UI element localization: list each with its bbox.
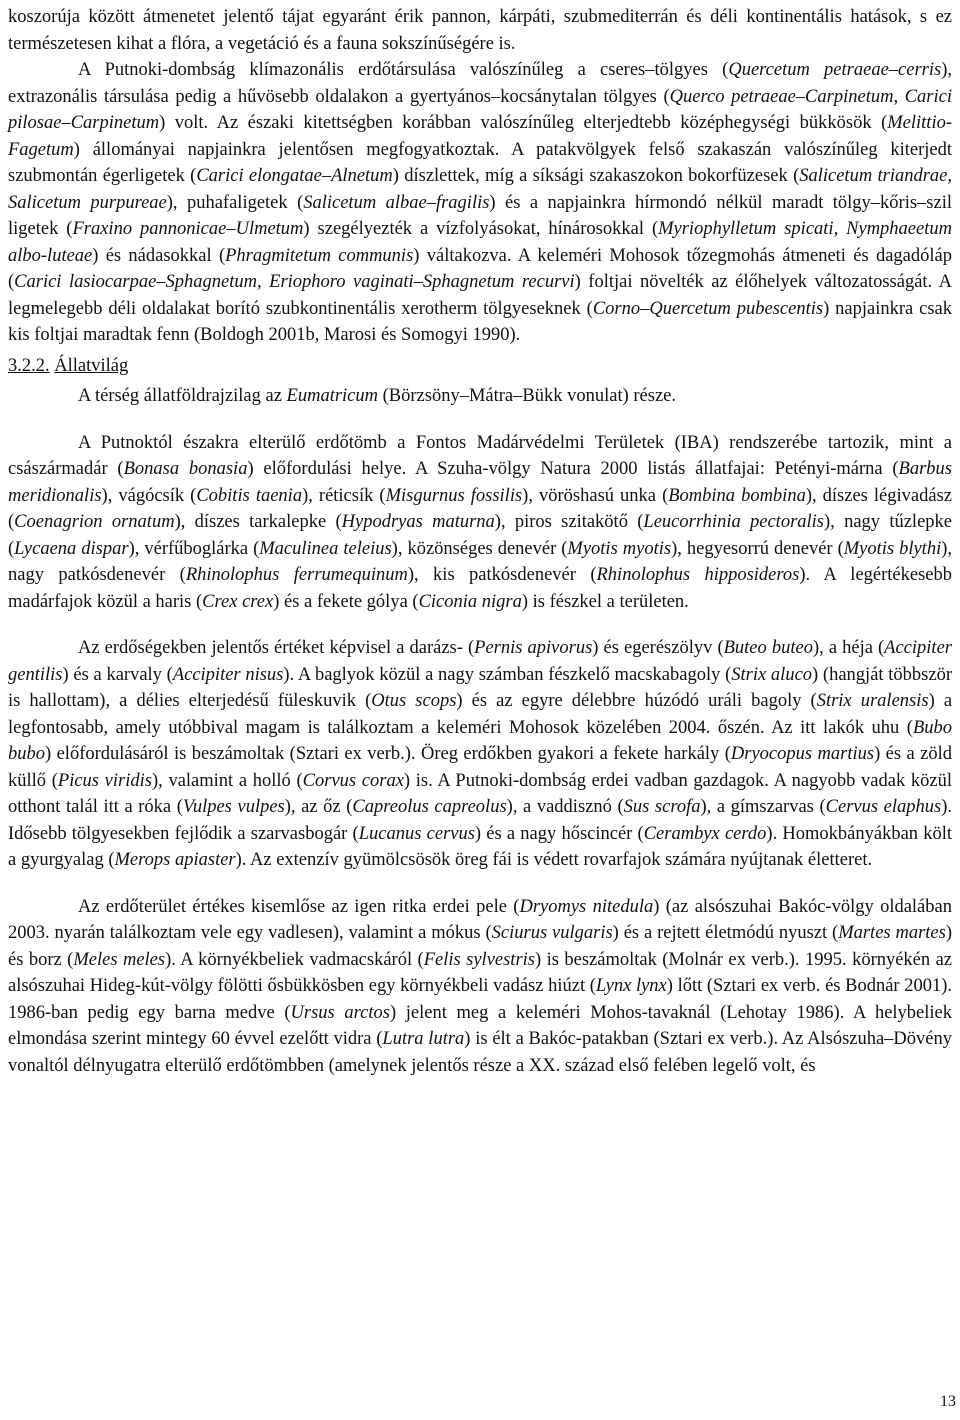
species-name: Bonasa bonasia — [123, 459, 248, 479]
species-name: Accipiter gentilis — [8, 638, 952, 685]
text-run: ) (az alsószuhai Bakóc-völgy oldalában 2003. nyarán találkoztam vele egy vadlesen), valamint a mókus ( — [8, 896, 952, 943]
text-run: ), az őz ( — [284, 797, 353, 817]
text-run: ) foltjai növelték az élőhelyek változatosságát. A legmelegebb déli oldalakat borító szubkontinentális xerotherm tölgyeseknek ( — [8, 272, 953, 319]
text-run: ), díszes tarkalepke ( — [174, 512, 342, 532]
text-run: koszorúja között átmenetet jelentő tájat egyaránt érik pannon, kárpáti, szubmediterrán és déli kontinentális hatások, s ez természetesen kihat a flóra, a vegetáció és a fauna sokszínűségére is. — [8, 7, 952, 54]
text-run: ) és a zöld küllő ( — [8, 744, 952, 791]
species-name: Lucanus cervus — [358, 823, 475, 844]
text-run: ) napjainkra csak kis foltjai maradtak fenn (Boldogh 2001b, Marosi és Somogyi 1990). — [8, 298, 953, 345]
species-name: Myriophylletum spicati, Nymphaeetum albo-luteae — [8, 219, 952, 266]
text-run: ) és egerészölyv ( — [592, 638, 724, 658]
species-name: Rhinolophus hipposideros — [596, 565, 800, 585]
text-run: ) váltakozva. A keleméri Mohosok tőzegmohás átmeneti és dagadóláp ( — [8, 245, 952, 292]
text-run: ) jelent meg a keleméri Mohos-tavaknál (Lehotay 1986). A helybeliek elmondása szerint mintegy 60 évvel ezelőtt vidra ( — [8, 1002, 953, 1049]
text-run: ) és a fekete gólya ( — [273, 591, 419, 612]
species-name: Cerambyx cerdo — [643, 823, 767, 844]
species-name: Picus viridis — [57, 770, 152, 791]
species-name: Merops apiaster — [114, 850, 236, 870]
species-name: Corvus corax — [302, 770, 404, 791]
species-name: Hypodryas maturna — [341, 512, 495, 532]
text-run: ) és a rejtett életmódú nyuszt ( — [612, 923, 839, 943]
species-name: Carici elongatae–Alnetum — [196, 166, 393, 186]
text-run: ). Homokbányákban költ a gyurgyalag ( — [8, 823, 953, 870]
species-name: Cobitis taenia — [196, 485, 303, 506]
text-run: ) és a nagy hőscincér ( — [474, 823, 644, 844]
text-run: ). Idősebb tölgyesekben fejlődik a szarvasbogár ( — [8, 797, 952, 844]
text-run: ) a legfontosabb, amely utóbbival magam is találkoztam a keleméri Mohosok közelében 2004. őszén. Az itt lakók uhu ( — [8, 691, 953, 738]
text-run: ). A környékbeliek vadmacskáról ( — [165, 949, 424, 970]
species-name: Vulpes vulpes — [182, 797, 285, 817]
species-name: Eumatricum — [286, 386, 379, 406]
text-run: ) is élt a Bakóc-patakban (Sztari ex verb.). Az Alsószuha–Dövény vonaltól délnyugatra elterülő erdőtömbben (amelynek jelentős része a XX. század első felében legelő volt, és — [8, 1029, 953, 1076]
paragraph-mammals — [8, 894, 952, 1080]
species-name: Dryocopus martius — [730, 744, 875, 764]
species-name: Salicetum albae–fragilis — [303, 192, 490, 213]
text-run: A Putnoktól északra elterülő erdőtömb a Fontos Madárvédelmi Területek (IBA) rendszerébe tartozik, mint a császármadár ( — [8, 432, 952, 479]
text-run: ), piros szitakötő ( — [494, 512, 644, 532]
species-name: Meles meles — [73, 949, 166, 970]
text-run: ), vérfűboglárka ( — [128, 538, 260, 559]
paragraph-birds-game — [8, 635, 952, 874]
paragraph-continuation — [8, 4, 952, 57]
text-run: ). Az extenzív gyümölcsösök öreg fái is védett rovarfajok számára nyújtanak életteret. — [235, 850, 873, 870]
text-run: ) előfordulási helye. A Szuha-völgy Natura 2000 listás állatfajai: Petényi-márna ( — [247, 459, 899, 479]
paragraph-zoogeography — [8, 383, 952, 410]
text-run: ), a vaddisznó ( — [506, 797, 624, 817]
text-run: ) és borz ( — [8, 923, 953, 970]
species-name: Ursus arctos — [290, 1002, 390, 1023]
species-name: Pernis apivorus — [474, 638, 593, 658]
species-name: Carici lasiocarpae–Sphagnetum, Eriophoro vaginati–Sphagnetum recurvi — [14, 272, 575, 292]
section-title: Állatvilág — [54, 355, 129, 376]
text-run: A Putnoki-dombság klímazonális erdőtársulása valószínűleg a cseres–tölgyes ( — [78, 60, 729, 80]
paragraph-natura2000 — [8, 430, 952, 616]
species-name: Phragmitetum communis — [225, 245, 414, 266]
text-run: ), extrazonális társulása pedig a hűvösebb oldalakon a gyertyános–kocsánytalan tölgyes ( — [8, 60, 952, 107]
species-name: Bubo bubo — [8, 717, 952, 764]
species-name: Quercetum petraeae–cerris — [728, 60, 942, 80]
species-name: Strix aluco — [731, 664, 813, 685]
text-run: ), hegyesorrú denevér ( — [671, 538, 844, 559]
text-run: ) szegélyezték a vízfolyásokat, hínárosokkal ( — [303, 219, 659, 239]
text-run: Az erdőterület értékes kisemlőse az igen ritka erdei pele ( — [78, 896, 520, 917]
species-name: Sus scrofa — [623, 797, 701, 817]
species-name: Martes martes — [838, 923, 946, 943]
section-number: 3.2.2. — [8, 355, 50, 376]
species-name: Lycaena dispar — [14, 538, 129, 559]
text-run: ) és nádasokkal ( — [92, 245, 226, 266]
text-run: ) is fészkel a területen. — [521, 591, 689, 612]
text-run: ), közönséges denevér ( — [391, 538, 568, 559]
text-run: ) is beszámoltak (Molnár ex verb.). 1995. környékén az alsószuhai Hideg-kút-völgy fölötti ősbükkösben egy környékbeli vadász hiúzt ( — [8, 949, 953, 996]
species-name: Maculinea teleius — [259, 538, 392, 559]
species-name: Sciurus vulgaris — [491, 923, 613, 943]
text-run: ) előfordulásáról is beszámoltak (Sztari ex verb.). Öreg erdőkben gyakori a fekete harkály ( — [45, 744, 731, 764]
text-run: ) (hangját többször is hallottam), a délies elterjedésű füleskuvik ( — [8, 664, 952, 711]
species-name: Felis sylvestris — [423, 949, 535, 970]
text-run: ), nagy tűzlepke ( — [8, 512, 952, 559]
text-run: ). A baglyok közül a nagy számban fészkelő macskabagoly ( — [283, 664, 732, 685]
text-run: ) és az egyre délebbre húzódó uráli bagoly ( — [456, 691, 817, 711]
species-name: Lutra lutra — [382, 1029, 465, 1049]
paragraph-vegetation — [8, 57, 952, 349]
page-number: 13 — [940, 1393, 956, 1410]
text-run: ) és a napjainkra hírmondó nélkül maradt tölgy–kőris–szil ligetek ( — [8, 192, 952, 239]
text-run: ), réticsík ( — [302, 485, 386, 506]
species-name: Strix uralensis — [816, 691, 929, 711]
text-run: ). A legértékesebb madárfajok közül a haris ( — [8, 565, 952, 612]
text-run: ) és a karvaly ( — [62, 664, 173, 685]
species-name: Crex crex — [202, 591, 274, 612]
text-run: ), nagy patkósdenevér ( — [8, 538, 953, 585]
species-name: Leucorrhinia pectoralis — [643, 512, 824, 532]
text-run: ), vöröshasú unka ( — [522, 485, 669, 506]
species-name: Misgurnus fossilis — [385, 485, 523, 506]
species-name: Buteo buteo — [723, 638, 813, 658]
section-heading — [8, 353, 952, 380]
species-name: Salicetum triandrae, Salicetum purpureae — [8, 166, 952, 213]
text-run: ) volt. Az északi kitettségben korábban valószínűleg elterjedtebb középhegységi bükkösök ( — [159, 113, 888, 133]
text-run: A térség állatföldrajzilag az — [78, 386, 287, 406]
text-run: ), valamint a holló ( — [151, 770, 303, 791]
text-run: Az erdőségekben jelentős értéket képvisel a darázs- ( — [78, 638, 475, 658]
text-run: ), vágócsík ( — [101, 485, 197, 506]
text-run: ), kis patkósdenevér ( — [407, 565, 597, 585]
species-name: Rhinolophus ferrumequinum — [185, 565, 408, 585]
species-name: Coenagrion ornatum — [14, 512, 175, 532]
species-name: Querco petraeae–Carpinetum, Carici pilosae–Carpinetum — [8, 86, 952, 133]
species-name: Bombina bombina — [668, 485, 806, 506]
species-name: Myotis blythi — [843, 538, 942, 559]
species-name: Myotis myotis — [567, 538, 672, 559]
text-run: ), a héja ( — [812, 638, 885, 658]
text-run: ) állományai napjainkra jelentősen megfogyatkoztak. A patakvölgyek felső szakaszán valószínűleg kiterjedt szubmontán égerligetek ( — [8, 139, 952, 186]
species-name: Fraxino pannonicae–Ulmetum — [72, 219, 304, 239]
species-name: Dryomys nitedula — [519, 896, 654, 917]
species-name: Lynx lynx — [595, 976, 667, 996]
species-name: Corno–Quercetum pubescentis — [592, 298, 824, 319]
species-name: Otus scops — [371, 691, 457, 711]
species-name: Ciconia nigra — [418, 591, 522, 612]
text-run: ) is. A Putnoki-dombság erdei vadban gazdagok. A nagyobb vadak közül otthont talál itt a róka ( — [8, 770, 952, 817]
text-run: ), puhafaligetek ( — [166, 192, 304, 213]
species-name: Accipiter nisus — [172, 664, 284, 685]
species-name: Capreolus capreolus — [352, 797, 507, 817]
species-name: Cervus elaphus — [825, 797, 942, 817]
species-name: Melittio-Fagetum — [8, 113, 952, 160]
text-run: ) lőtt (Sztari ex verb. és Bodnár 2001). 1986-ban pedig egy barna medve ( — [8, 976, 953, 1023]
text-run: (Börzsöny–Mátra–Bükk vonulat) része. — [378, 386, 676, 406]
species-name: Barbus meridionalis — [8, 459, 952, 506]
text-run: ) díszlettek, míg a síksági szakaszokon bokorfüzesek ( — [392, 166, 800, 186]
text-run: ), a gímszarvas ( — [700, 797, 826, 817]
text-run: ), díszes légivadász ( — [8, 485, 952, 532]
